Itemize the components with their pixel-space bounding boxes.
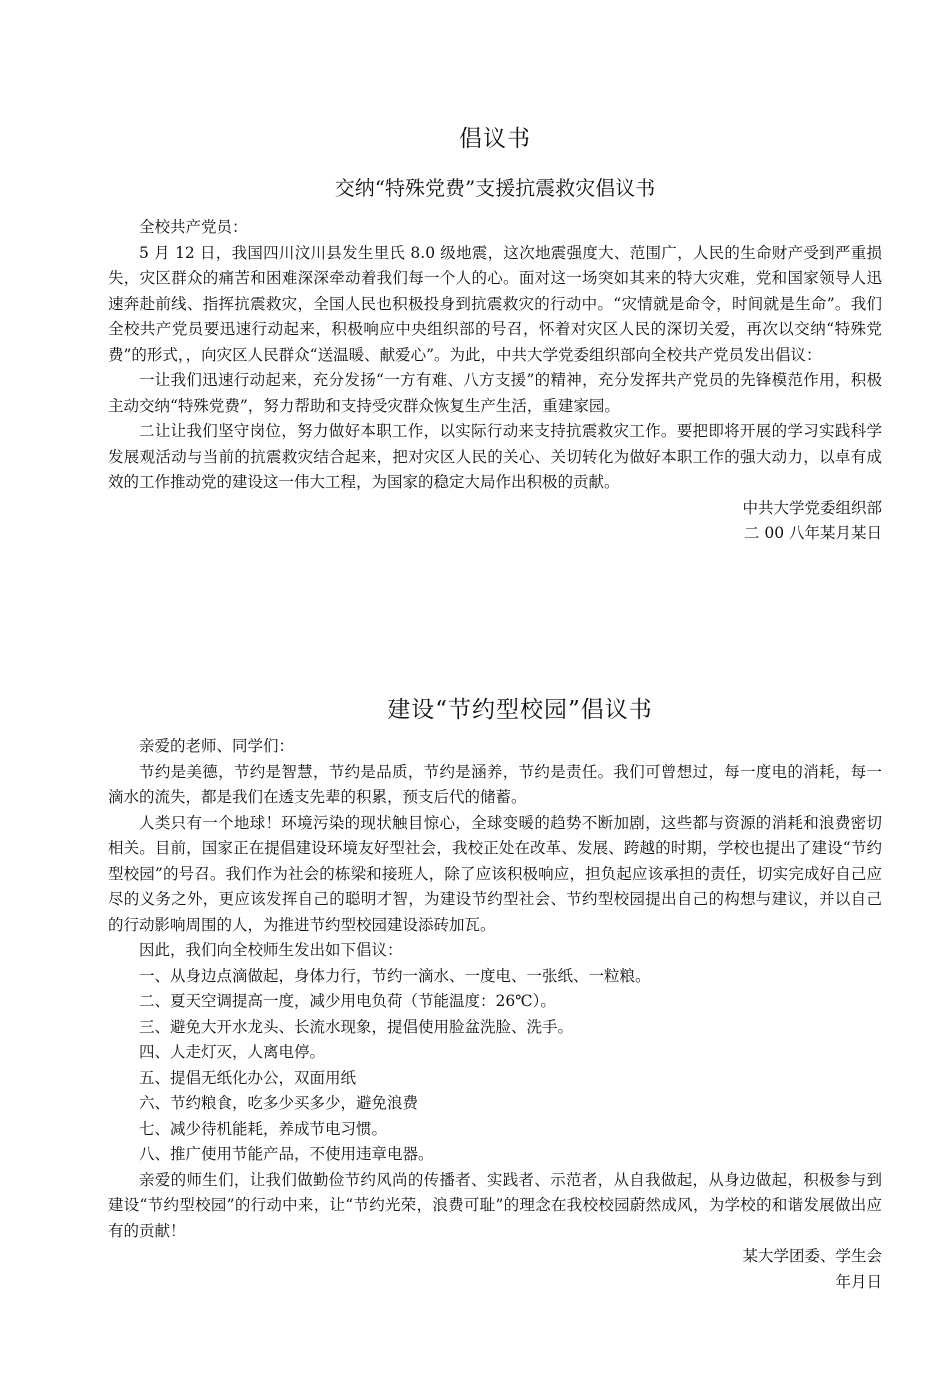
doc1-paragraph: 一让我们迅速行动起来，充分发扬“一方有难、八方支援”的精神，充分发挥共产党员的先锋模范作用，积极主动交纳“特殊党费”，努力帮助和支持受灾群众恢复生产生活，重建家园。 <box>108 371 882 415</box>
doc1-title: 交纳“特殊党费”支援抗震救灾倡议书 <box>334 176 656 200</box>
doc1-paragraph: 二让让我们坚守岗位，努力做好本职工作，以实际行动来支持抗震救灾工作。要把即将开展的学习实践科学发展观活动与当前的抗震救灾结合起来，把对灾区人民的关心、关切转化为做好本职工作的强大动力，以卓有成效的工作推动党的建设这一伟大工程，为国家的稳定大局作出积极的贡献。 <box>108 422 882 491</box>
doc2-paragraph: 节约是美德，节约是智慧，节约是品质，节约是涵养，节约是责任。我们可曾想过，每一度电的消耗，每一滴水的流失，都是我们在透支先辈的积累，预支后代的储蓄。 <box>108 762 882 806</box>
doc2-paragraph: 人类只有一个地球！环境污染的现状触目惊心，全球变暖的趋势不断加剧，这些都与资源的消耗和浪费密切相关。目前，国家正在提倡建设环境友好型社会，我校正处在改革、发展、跨越的时期，学校也提出了建设“节约型校园”的号召。我们作为社会的栋梁和接班人，除了应该积极响应，担负起应该承担的责任，切实完成好自己应尽的义务之外，更应该发挥自己的聪明才智，为建设节约型社会、节约型校园提出自己的构想与建议，并以自己的行动影响周围的人，为推进节约型校园建设添砖加瓦。 <box>108 813 882 934</box>
doc2-list-item: 一、从身边点滴做起，身体力行，节约一滴水、一度电、一张纸、一粒粮。 <box>139 966 651 985</box>
doc2-list-item: 七、减少待机能耗，养成节电习惯。 <box>139 1119 388 1138</box>
doc1-paragraph: 5 月 12 日，我国四川汶川县发生里氏 8.0 级地震，这次地震强度大、范围广，人民的生命财产受到严重损失，灾区群众的痛苦和困难深深牵动着我们每一个人的心。面对这一场突如其来的特大灾难，党和国家领导人迅速奔赴前线、指挥抗震救灾，全国人民也积极投身到抗震救灾的行动中。“灾情就是命令，时间就是生命”。我们全校共产党员要迅速行动起来，积极响应中央组织部的号召，怀着对灾区人民的深切关爱，再次以交纳“特殊党费”的形式，，向灾区人民群众“送温暖、献爱心”。为此，中共大学党委组织部向全校共产党员发出倡议： <box>108 243 882 364</box>
doc1-body <box>108 215 882 547</box>
doc1-date: 二 00 八年某月某日 <box>743 524 882 542</box>
doc2-list-item: 三、避免大开水龙头、长流水现象，提倡使用脸盆洗脸、洗手。 <box>139 1017 574 1036</box>
doc1-salutation: 全校共产党员： <box>139 218 248 236</box>
doc2-signature: 某大学团委、学生会 <box>742 1247 882 1265</box>
doc2-closing: 亲爱的师生们，让我们做勤俭节约风尚的传播者、实践者、示范者，从自我做起，从身边做起，积极参与到建设“节约型校园”的行动中来，让“节约光荣，浪费可耻”的理念在我校校园蔚然成风，为学校的和谐发展做出应有的贡献！ <box>108 1170 882 1240</box>
doc2-list-item: 五、提倡无纸化办公，双面用纸 <box>139 1068 357 1087</box>
doc2-paragraph: 因此，我们向全校师生发出如下倡议： <box>139 941 403 959</box>
doc2-list-item: 二、夏天空调提高一度，减少用电负荷（节能温度：26℃）。 <box>139 992 556 1010</box>
doc2-list-item: 六、节约粮食，吃多少买多少，避免浪费 <box>139 1094 419 1112</box>
doc1-signature: 中共大学党委组织部 <box>742 498 882 517</box>
doc2-date: 年月日 <box>835 1272 882 1291</box>
doc2-title: 建设“节约型校园”倡议书 <box>387 697 653 723</box>
doc2-body <box>108 734 882 1295</box>
doc2-salutation: 亲爱的老师、同学们： <box>139 737 295 755</box>
doc2-list-item: 八、推广使用节能产品，不使用违章电器。 <box>139 1145 434 1163</box>
doc1-heading: 倡议书 <box>459 126 531 152</box>
doc2-list-item: 四、人走灯灭，人离电停。 <box>139 1043 326 1061</box>
